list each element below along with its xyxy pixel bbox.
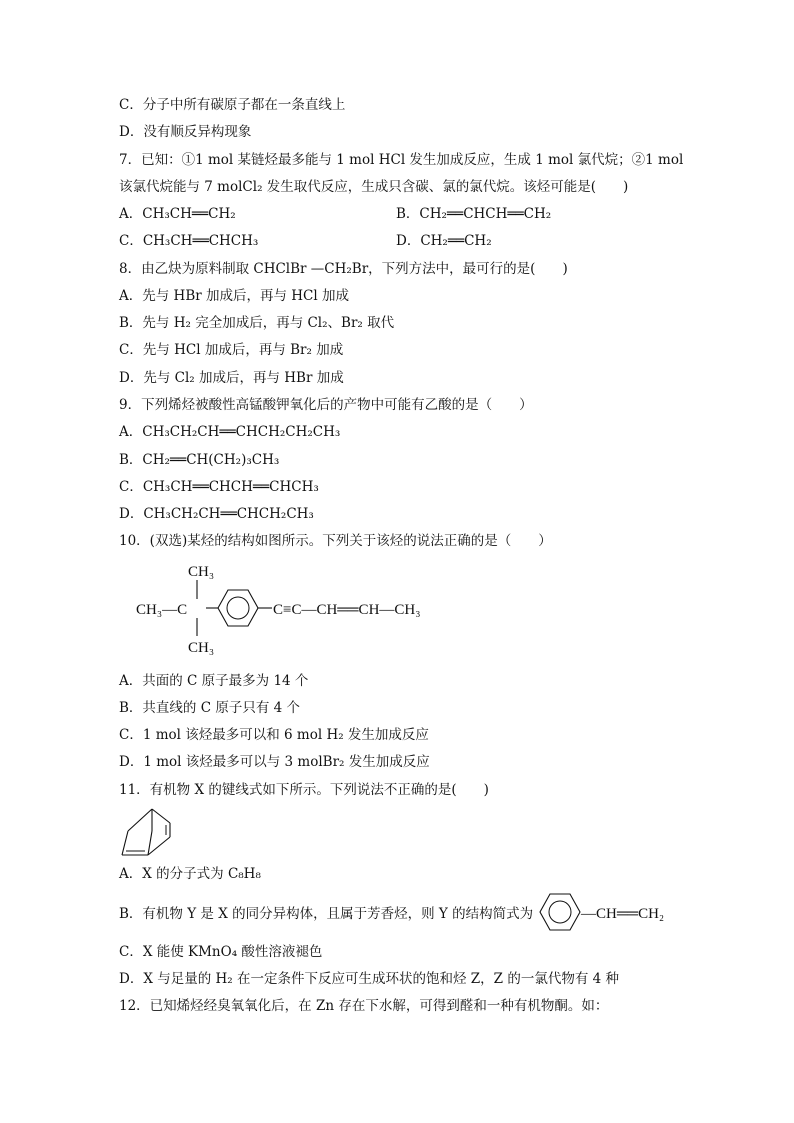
q8-option-d: D．先与 Cl₂ 加成后，再与 HBr 加成 <box>119 370 344 386</box>
q11-option-b: B．有机物 Y 是 X 的同分异构体，且属于芳香烃，则 Y 的结构简式为 <box>119 906 534 922</box>
q11-option-d: D．X 与足量的 H₂ 在一定条件下反应可生成环状的饱和烃 Z，Z 的一氯代物有 4 种 <box>119 971 620 987</box>
q11-vinyl-group: —CH══CH₂ <box>581 906 665 922</box>
q7-stem-line1: 7．已知：①1 mol 某链烃最多能与 1 mol HCl 发生加成反应，生成 1 mol 氯代烷；②1 mol <box>119 152 684 168</box>
q10-chain: C≡C—CH══CH—CH₃ <box>273 602 421 618</box>
q6-option-d: D．没有顺反异构现象 <box>119 124 252 140</box>
q10-option-b: B．共直线的 C 原子只有 4 个 <box>119 700 301 716</box>
q8-option-c: C．先与 HCl 加成后，再与 Br₂ 加成 <box>119 342 344 358</box>
q11-styrene-structure <box>536 890 676 934</box>
q10-stem: 10．(双选)某烃的结构如图所示。下列关于该烃的说法正确的是（ ） <box>119 533 552 549</box>
q7-option-a: A．CH₃CH══CH₂ <box>119 206 236 222</box>
q8-option-b: B．先与 H₂ 完全加成后，再与 Cl₂、Br₂ 取代 <box>119 315 395 331</box>
q9-stem: 9．下列烯烃被酸性高锰酸钾氧化后的产物中可能有乙酸的是（ ） <box>119 397 533 413</box>
q7-stem-line2: 该氯代烷能与 7 molCl₂ 发生取代反应，生成只含碳、氯的氯代烷。该烃可能是( ) <box>119 179 629 195</box>
benzene-ring-icon <box>540 894 580 930</box>
q7-option-b: B．CH₂══CHCH══CH₂ <box>396 206 552 222</box>
q11-bicyclic-structure-icon <box>118 805 178 861</box>
q8-option-a: A．先与 HBr 加成后，再与 HCl 加成 <box>119 288 349 304</box>
q10-structure <box>130 556 470 662</box>
q10-bottom-methyl: CH₃ <box>188 640 215 656</box>
q7-option-c: C．CH₃CH══CHCH₃ <box>119 233 259 249</box>
q10-top-methyl: CH₃ <box>188 564 215 580</box>
q9-option-b: B．CH₂══CH(CH₂)₃CH₃ <box>119 452 280 468</box>
q10-option-d: D．1 mol 该烃最多可以与 3 molBr₂ 发生加成反应 <box>119 754 430 770</box>
benzene-ring-icon <box>218 590 258 626</box>
q6-option-c: C．分子中所有碳原子都在一条直线上 <box>119 97 346 113</box>
q10-left-methyl: CH₃—C <box>136 602 188 618</box>
q12-stem: 12．已知烯烃经臭氧氧化后，在 Zn 存在下水解，可得到醛和一种有机物酮。如： <box>119 998 609 1014</box>
q9-option-c: C．CH₃CH══CHCH══CHCH₃ <box>119 479 319 495</box>
q10-option-a: A．共面的 C 原子最多为 14 个 <box>119 673 309 689</box>
q11-stem: 11．有机物 X 的键线式如下所示。下列说法不正确的是( ) <box>119 782 489 798</box>
q11-option-a: A．X 的分子式为 C₈H₈ <box>119 866 261 882</box>
q9-option-d: D．CH₃CH₂CH══CHCH₂CH₃ <box>119 506 314 522</box>
q8-stem: 8．由乙炔为原料制取 CHClBr —CH₂Br，下列方法中，最可行的是( ) <box>119 261 568 277</box>
q9-option-a: A．CH₃CH₂CH══CHCH₂CH₂CH₃ <box>119 424 341 440</box>
q7-option-d: D．CH₂══CH₂ <box>396 233 492 249</box>
q11-option-c: C．X 能使 KMnO₄ 酸性溶液褪色 <box>119 944 323 960</box>
q10-option-c: C．1 mol 该烃最多可以和 6 mol H₂ 发生加成反应 <box>119 727 429 743</box>
